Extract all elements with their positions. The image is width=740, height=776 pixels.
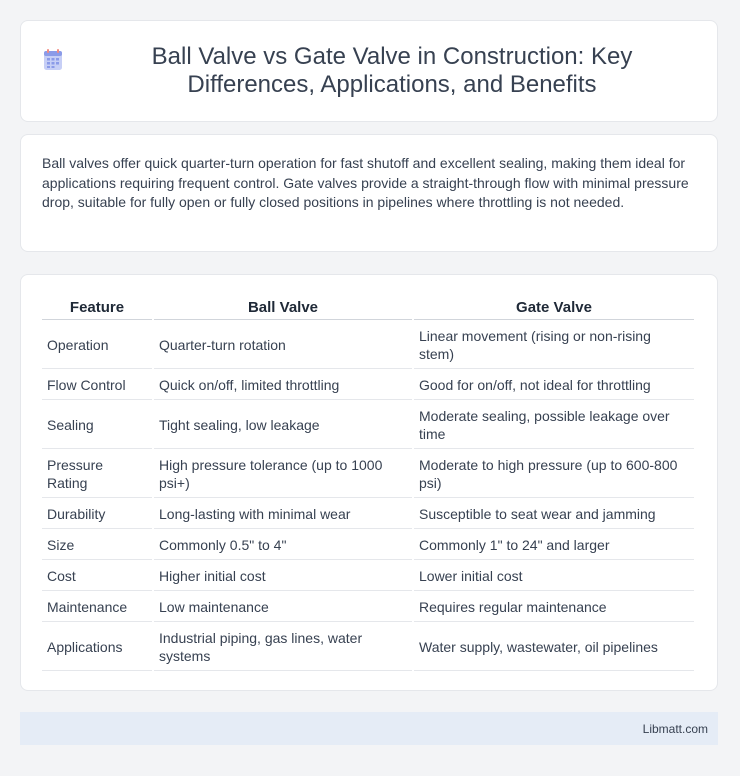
table-row xyxy=(42,451,694,498)
header-card xyxy=(20,20,718,122)
cell-gate: Lower initial cost xyxy=(414,562,694,591)
intro-card xyxy=(20,134,718,252)
cell-feature: Flow Control xyxy=(42,371,152,400)
cell-ball: Commonly 0.5" to 4" xyxy=(154,531,412,560)
footer xyxy=(20,712,718,745)
cell-gate: Commonly 1" to 24" and larger xyxy=(414,531,694,560)
table-row xyxy=(42,531,694,560)
comparison-table-card xyxy=(20,274,718,691)
header-feature: Feature xyxy=(42,295,152,320)
cell-ball: High pressure tolerance (up to 1000 psi+) xyxy=(154,451,412,498)
document-calendar-icon xyxy=(41,48,65,72)
table-row xyxy=(42,371,694,400)
cell-gate: Moderate sealing, possible leakage over time xyxy=(414,402,694,449)
table-row xyxy=(42,562,694,591)
cell-ball: Low maintenance xyxy=(154,593,412,622)
table-header-row xyxy=(42,295,694,320)
footer-brand-link[interactable]: Libmatt.com xyxy=(642,721,708,736)
cell-gate: Susceptible to seat wear and jamming xyxy=(414,500,694,529)
title-wrap xyxy=(21,43,717,99)
cell-feature: Operation xyxy=(42,322,152,369)
cell-gate: Requires regular maintenance xyxy=(414,593,694,622)
header-ball-valve: Ball Valve xyxy=(154,295,412,320)
cell-feature: Applications xyxy=(42,624,152,671)
cell-feature: Durability xyxy=(42,500,152,529)
cell-ball: Tight sealing, low leakage xyxy=(154,402,412,449)
table-row xyxy=(42,402,694,449)
cell-feature: Sealing xyxy=(42,402,152,449)
table-row xyxy=(42,500,694,529)
cell-ball: Quick on/off, limited throttling xyxy=(154,371,412,400)
cell-feature: Size xyxy=(42,531,152,560)
cell-feature: Pressure Rating xyxy=(42,451,152,498)
page-title: Ball Valve vs Gate Valve in Construction: Key Differences, Applications, and Benefits xyxy=(151,43,633,98)
cell-gate: Moderate to high pressure (up to 600-800 psi) xyxy=(414,451,694,498)
header-gate-valve: Gate Valve xyxy=(414,295,694,320)
cell-feature: Cost xyxy=(42,562,152,591)
cell-ball: Higher initial cost xyxy=(154,562,412,591)
cell-ball: Long-lasting with minimal wear xyxy=(154,500,412,529)
cell-gate: Water supply, wastewater, oil pipelines xyxy=(414,624,694,671)
cell-ball: Quarter-turn rotation xyxy=(154,322,412,369)
cell-gate: Good for on/off, not ideal for throttling xyxy=(414,371,694,400)
cell-feature: Maintenance xyxy=(42,593,152,622)
table-row xyxy=(42,322,694,369)
cell-gate: Linear movement (rising or non-rising stem) xyxy=(414,322,694,369)
table-row xyxy=(42,624,694,671)
intro-paragraph: Ball valves offer quick quarter-turn operation for fast shutoff and excellent sealing, making them ideal for applications requiring frequent control. Gate valves provide a straight-through flow with minimal pressure drop, suitable for fully open or fully closed positions in pipelines where throttling is not needed. xyxy=(42,155,689,210)
cell-ball: Industrial piping, gas lines, water systems xyxy=(154,624,412,671)
table-row xyxy=(42,593,694,622)
comparison-table xyxy=(40,293,696,673)
